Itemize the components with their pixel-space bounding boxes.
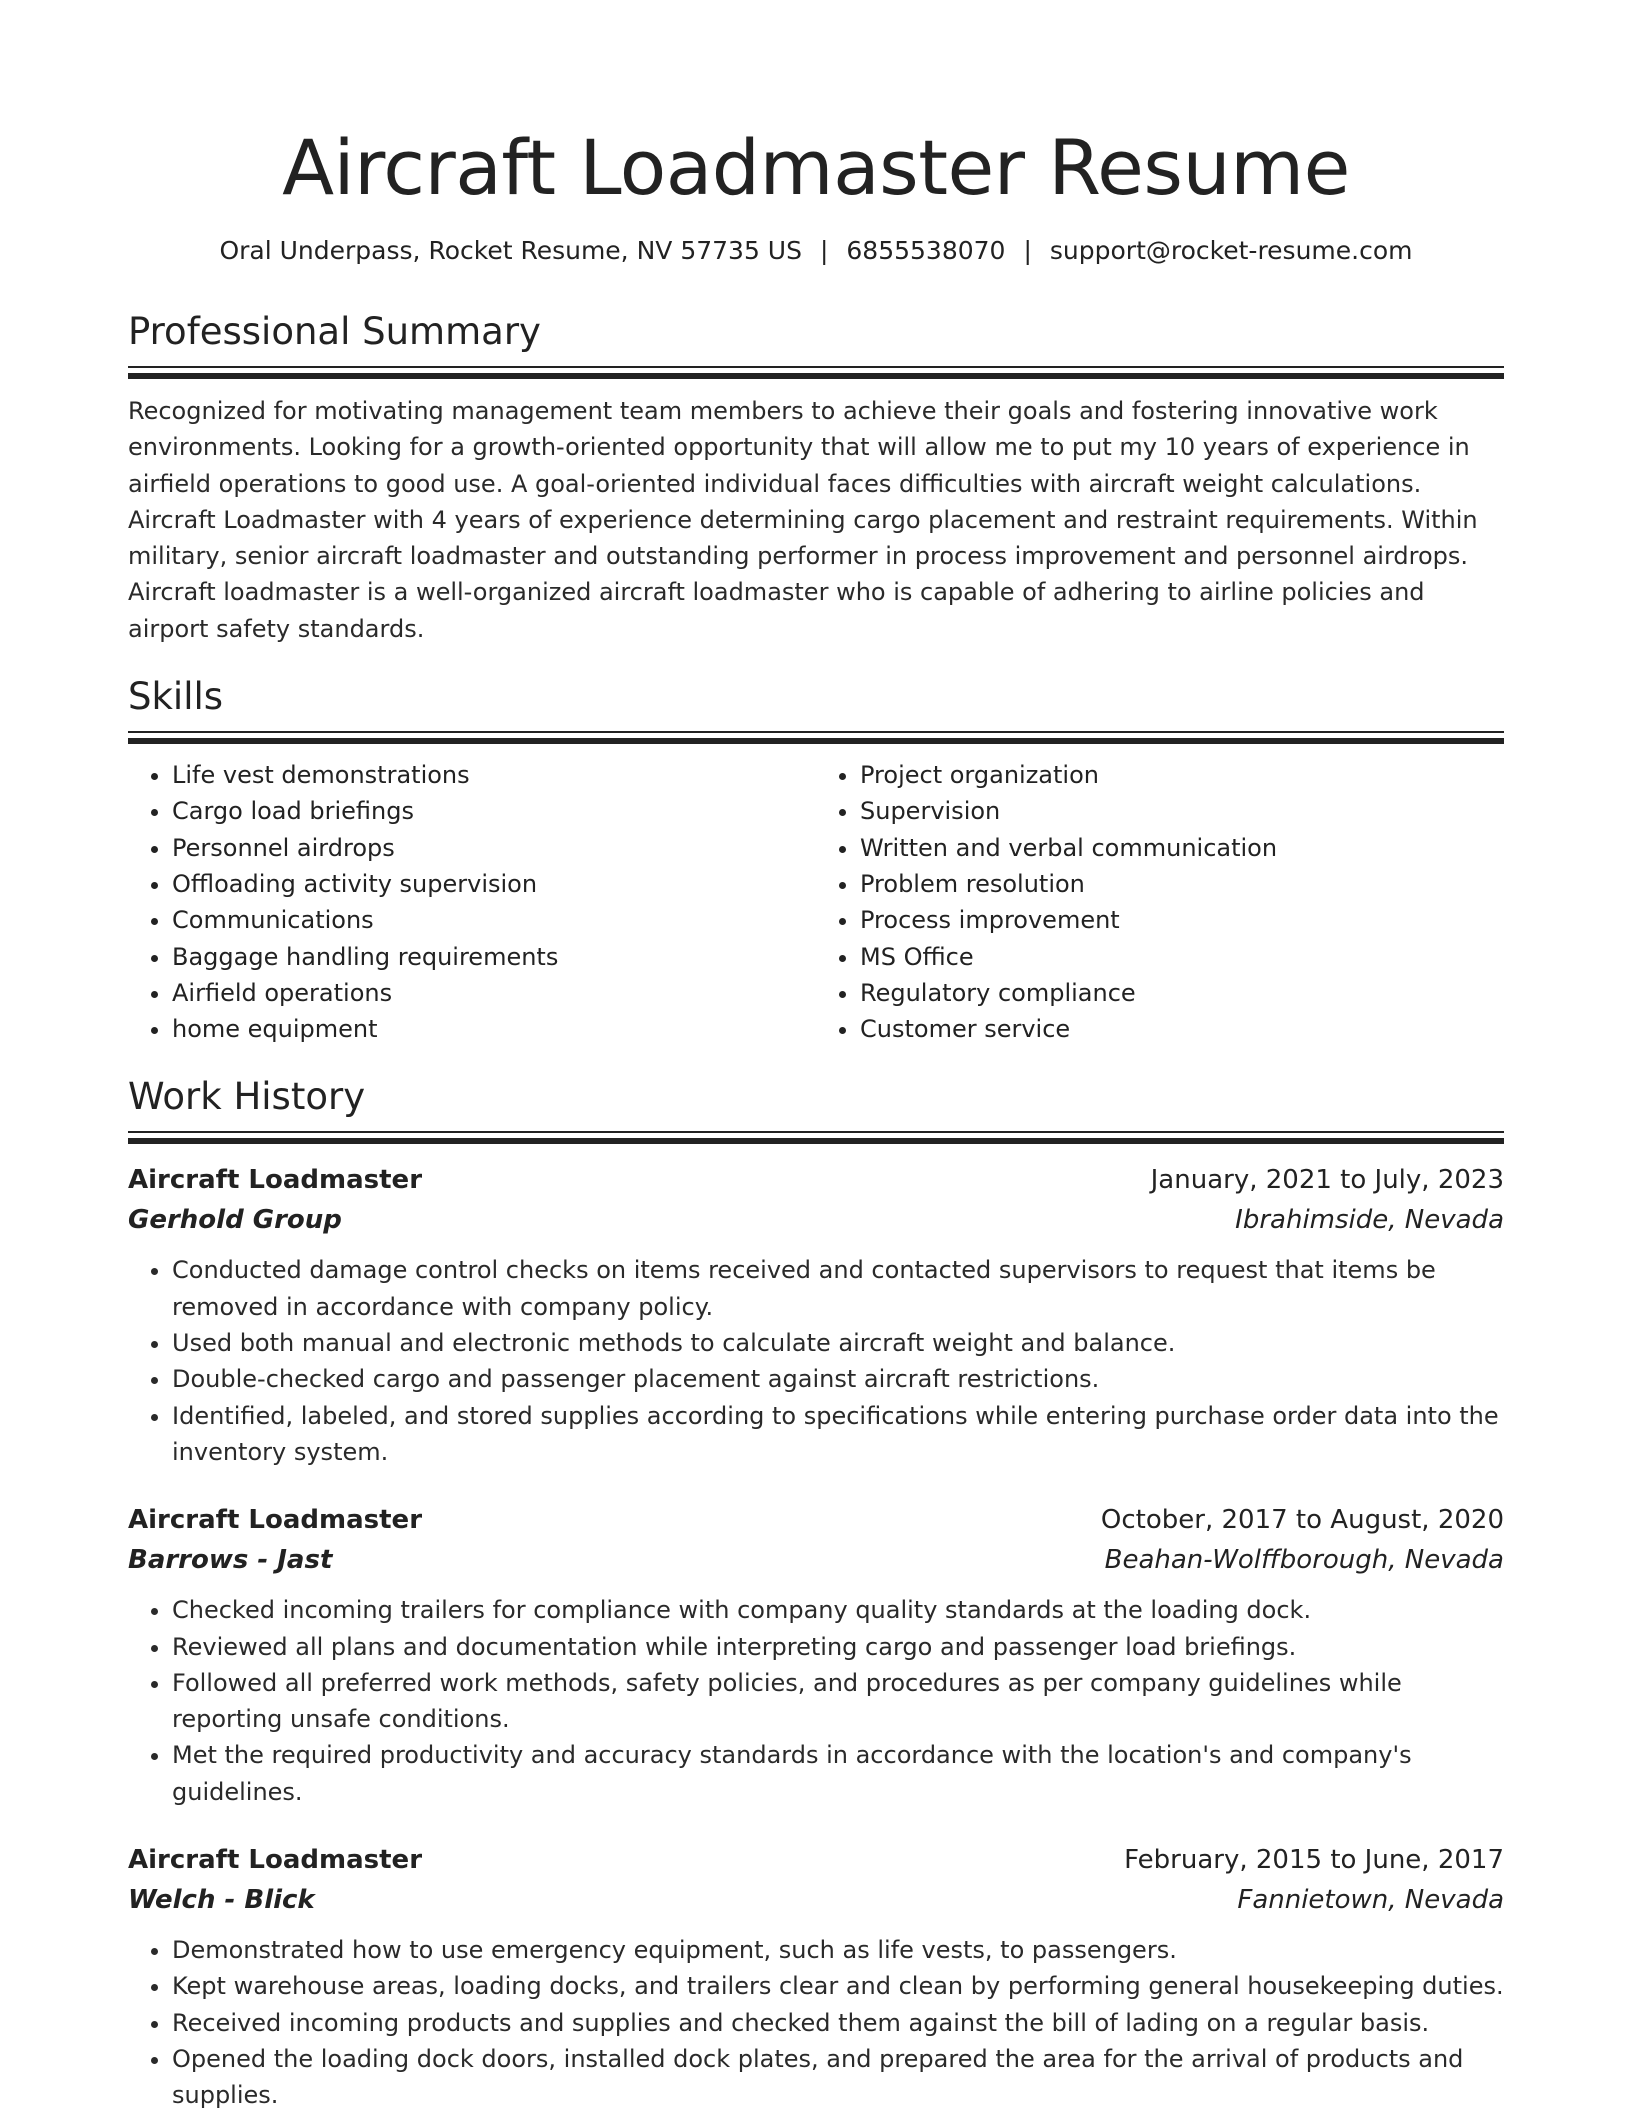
job-location: Ibrahimside, Nevada: [1235, 1205, 1504, 1236]
job-header-row: [128, 1160, 1504, 1200]
contact-line: [128, 234, 1504, 268]
job-entry: [128, 1840, 1504, 2113]
skill-item: • Cargo load briefings: [172, 793, 816, 829]
work-history-heading: Work History: [128, 1075, 366, 1119]
skill-item: • Communications: [172, 902, 816, 938]
job-location: Beahan-Wolffborough, Nevada: [1104, 1545, 1504, 1576]
job-bullet: • Identified, labeled, and stored supplies according to specifications while entering purchase order data into the inventory system.: [172, 1398, 1504, 1471]
job-bullet: • Demonstrated how to use emergency equipment, such as life vests, to passengers.: [172, 1932, 1504, 1968]
skills-section: [128, 673, 1504, 1047]
section-divider: [128, 1131, 1504, 1144]
job-dates: January, 2021 to July, 2023: [1150, 1165, 1504, 1196]
skills-column-left: [128, 757, 816, 1047]
job-bullets: [128, 1932, 1504, 2113]
job-dates: February, 2015 to June, 2017: [1124, 1845, 1504, 1876]
job-bullet: • Conducted damage control checks on items received and contacted supervisors to request that items be removed in accordance with company policy.: [172, 1252, 1504, 1325]
skill-item: • Written and verbal communication: [860, 830, 1504, 866]
job-header-row: [128, 1840, 1504, 1880]
contact-email: support@rocket-resume.com: [1049, 236, 1413, 265]
skill-item: • Personnel airdrops: [172, 830, 816, 866]
skills-grid: [128, 757, 1504, 1047]
job-bullet: • Met the required productivity and accuracy standards in accordance with the location's and company's guidelines.: [172, 1737, 1504, 1810]
skill-item: • Problem resolution: [860, 866, 1504, 902]
job-bullets: [128, 1252, 1504, 1470]
job-company: Barrows - Jast: [128, 1545, 333, 1576]
job-bullet: • Followed all preferred work methods, safety policies, and procedures as per company guidelines while reporting unsafe conditions.: [172, 1665, 1504, 1738]
work-history-section: [128, 1073, 1504, 2113]
job-subheader-row: [128, 1200, 1504, 1240]
skill-item: • home equipment: [172, 1011, 816, 1047]
skill-item: • Offloading activity supervision: [172, 866, 816, 902]
job-company: Welch - Blick: [128, 1885, 315, 1916]
job-bullet: • Received incoming products and supplies and checked them against the bill of lading on a regular basis.: [172, 2005, 1504, 2041]
job-bullet: • Reviewed all plans and documentation while interpreting cargo and passenger load briefings.: [172, 1629, 1504, 1665]
section-divider: [128, 366, 1504, 379]
resume-title: Aircraft Loadmaster Resume: [282, 123, 1350, 212]
job-title: Aircraft Loadmaster: [128, 1165, 423, 1196]
job-entry: [128, 1500, 1504, 1810]
job-bullets: [128, 1592, 1504, 1810]
job-bullet: • Used both manual and electronic methods to calculate aircraft weight and balance.: [172, 1325, 1504, 1361]
job-bullet: • Checked incoming trailers for compliance with company quality standards at the loading dock.: [172, 1592, 1504, 1628]
skills-heading: Skills: [128, 675, 224, 719]
job-bullet: • Kept warehouse areas, loading docks, and trailers clear and clean by performing general housekeeping duties.: [172, 1968, 1504, 2004]
skill-item: • Supervision: [860, 793, 1504, 829]
job-dates: October, 2017 to August, 2020: [1100, 1505, 1504, 1536]
job-company: Gerhold Group: [128, 1205, 342, 1236]
job-location: Fannietown, Nevada: [1237, 1885, 1504, 1916]
skill-item: • MS Office: [860, 939, 1504, 975]
skill-item: • Customer service: [860, 1011, 1504, 1047]
skill-item: • Process improvement: [860, 902, 1504, 938]
job-bullet: • Double-checked cargo and passenger placement against aircraft restrictions.: [172, 1361, 1504, 1397]
contact-phone: 6855538070: [846, 236, 1006, 265]
contact-address: Oral Underpass, Rocket Resume, NV 57735 US: [219, 236, 802, 265]
section-divider: [128, 731, 1504, 744]
summary-text: Recognized for motivating management team members to achieve their goals and fostering innovative work environments. Looking for a growth-oriented opportunity that will allow me to put my 10 years of experience in airfield operations to good use. A goal-oriented individual faces difficulties with aircraft weight calculations. Aircraft Loadmaster with 4 years of experience determining cargo placement and restraint requirements. Within military, senior aircraft loadmaster and outstanding performer in process improvement and personnel airdrops. Aircraft loadmaster is a well-organized aircraft loadmaster who is capable of adhering to airline policies and airport safety standards.: [128, 397, 1478, 643]
skill-item: • Regulatory compliance: [860, 975, 1504, 1011]
skill-item: • Airfield operations: [172, 975, 816, 1011]
job-subheader-row: [128, 1880, 1504, 1920]
contact-separator: |: [819, 236, 829, 265]
job-title: Aircraft Loadmaster: [128, 1505, 423, 1536]
resume-page: [128, 0, 1504, 2114]
job-header-row: [128, 1500, 1504, 1540]
job-entry: [128, 1160, 1504, 1470]
skills-column-right: [816, 757, 1504, 1047]
skill-item: • Project organization: [860, 757, 1504, 793]
job-subheader-row: [128, 1540, 1504, 1580]
job-title: Aircraft Loadmaster: [128, 1845, 423, 1876]
skill-item: • Baggage handling requirements: [172, 939, 816, 975]
job-bullet: • Opened the loading dock doors, installed dock plates, and prepared the area for the arrival of products and supplies.: [172, 2041, 1504, 2114]
skill-item: • Life vest demonstrations: [172, 757, 816, 793]
summary-section: [128, 308, 1504, 647]
contact-separator: |: [1023, 236, 1032, 265]
summary-heading: Professional Summary: [128, 310, 541, 353]
